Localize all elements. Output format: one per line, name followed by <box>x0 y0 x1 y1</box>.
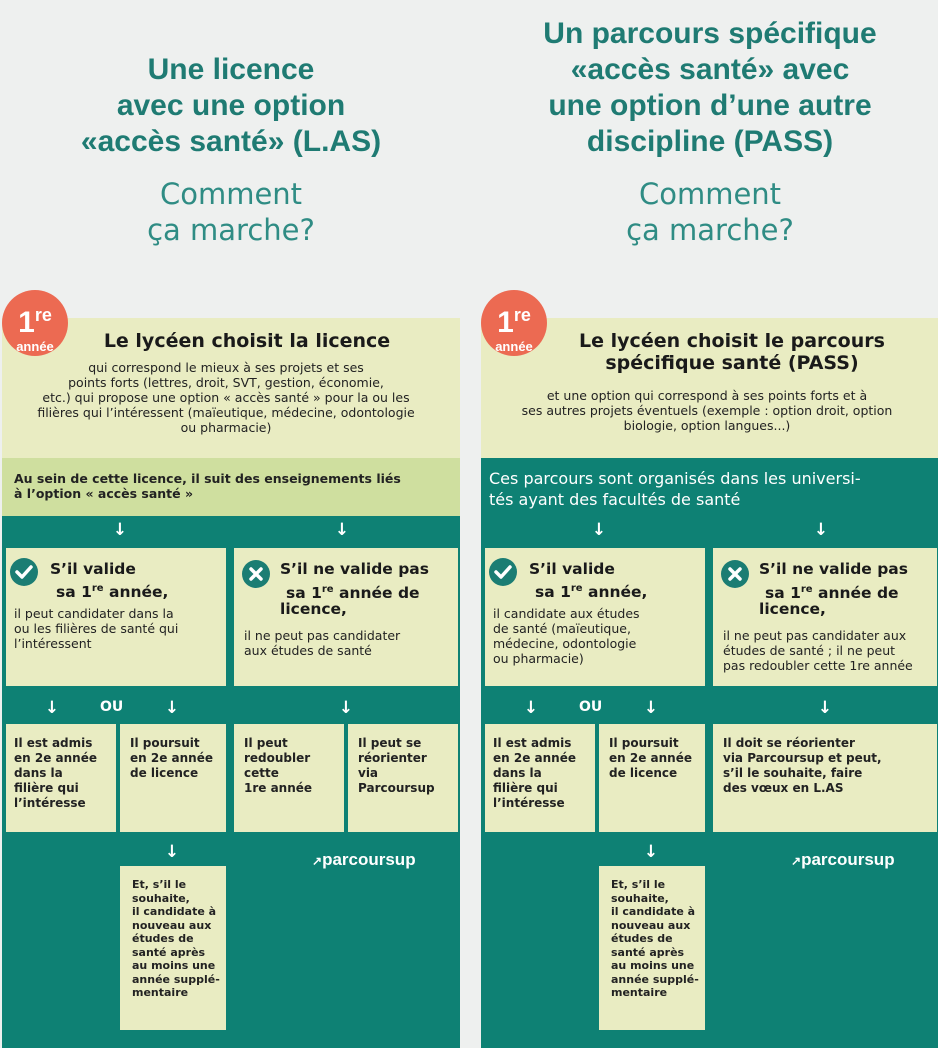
las-intro-box <box>2 318 460 458</box>
first-year-badge: 1re année <box>481 290 547 356</box>
parcoursup-logo: ↗parcoursup <box>312 850 416 869</box>
las-intro-text: qui correspond le mieux à ses projets et ses points forts (lettres, droit, SVT, gestion, économie, etc.) qui propose une option « accès santé » pour la ou les filières qui l’intéressent (maïeutique, médecine, odontologie ou pharmacie) <box>37 360 415 435</box>
arrow-down-icon: ↓ <box>112 520 128 540</box>
las-invalid-box: S’il ne valide pas sa 1re année de licence, il ne peut pas candidater aux études de santé <box>234 548 458 686</box>
arrow-down-icon: ↓ <box>643 698 659 718</box>
outcome-box: Il est admis en 2e année dans la filière qui l’intéresse <box>485 724 595 832</box>
outcome-box: Il est admis en 2e année dans la filière qui l’intéresse <box>6 724 116 832</box>
arrow-down-icon: ↓ <box>334 520 350 540</box>
pass-title: Un parcours spécifique «accès santé» avec une option d’une autre discipline (PASS) <box>543 17 877 158</box>
las-intro-heading: Le lycéen choisit la licence <box>103 330 391 352</box>
las-title: Une licence avec une option «accès santé» (L.AS) <box>80 53 382 158</box>
cross-icon <box>242 560 270 588</box>
first-year-badge: 1re année <box>2 290 68 356</box>
arrow-down-icon: ↓ <box>813 520 829 540</box>
final-box: Et, s’il le souhaite, il candidate à nouveau aux études de santé après au moins une année supplé- mentaire <box>599 866 705 1030</box>
pass-invalid-box: S’il ne valide pas sa 1re année de licence, il ne peut pas candidater aux études de santé ; il ne peut pas redoubler cette 1re année <box>713 548 937 686</box>
pass-panel <box>481 0 938 1048</box>
final-box: Et, s’il le souhaite, il candidate à nouveau aux études de santé après au moins une année supplé- mentaire <box>120 866 226 1030</box>
las-subtitle: Comment ça marche? <box>147 177 315 247</box>
outcome-box: Il poursuit en 2e année de licence <box>120 724 226 832</box>
or-label: OU <box>100 699 124 715</box>
pass-band: Ces parcours sont organisés dans les universi- tés ayant des facultés de santé <box>489 469 861 509</box>
arrow-down-icon: ↓ <box>164 842 180 862</box>
arrow-down-icon: ↓ <box>164 698 180 718</box>
arrow-down-icon: ↓ <box>338 698 354 718</box>
outcome-box: Il peut se réorienter via Parcoursup <box>348 724 458 832</box>
cross-icon <box>721 560 749 588</box>
pass-intro-heading: Le lycéen choisit le parcours spécifique santé (PASS) <box>579 330 885 374</box>
pass-intro-text: et une option qui correspond à ses points forts et à ses autres projets éventuels (exemple : option droit, option biologie, option langues...) <box>521 388 893 433</box>
arrow-down-icon: ↓ <box>817 698 833 718</box>
las-valid-box: S’il valide sa 1re année, il peut candidater dans la ou les filières de santé qui l’intéressent <box>6 548 226 686</box>
arrow-down-icon: ↓ <box>643 842 659 862</box>
outcome-box: Il poursuit en 2e année de licence <box>599 724 705 832</box>
pass-valid-box: S’il valide sa 1re année, il candidate aux études de santé (maïeutique, médecine, odontologie ou pharmacie) <box>485 548 705 686</box>
outcome-box: Il peut redoubler cette 1re année <box>234 724 344 832</box>
arrow-down-icon: ↓ <box>44 698 60 718</box>
las-panel <box>2 0 460 1048</box>
las-band: Au sein de cette licence, il suit des enseignements liés à l’option « accès santé » <box>2 458 460 516</box>
outcome-box: Il doit se réorienter via Parcoursup et peut, s’il le souhaite, faire des vœux en L.AS <box>713 724 937 832</box>
check-icon <box>10 558 38 586</box>
or-label: OU <box>579 699 603 715</box>
pass-subtitle: Comment ça marche? <box>626 177 794 247</box>
parcoursup-logo: ↗parcoursup <box>791 850 895 869</box>
check-icon <box>489 558 517 586</box>
arrow-down-icon: ↓ <box>523 698 539 718</box>
pass-intro-box <box>481 318 938 458</box>
arrow-down-icon: ↓ <box>591 520 607 540</box>
